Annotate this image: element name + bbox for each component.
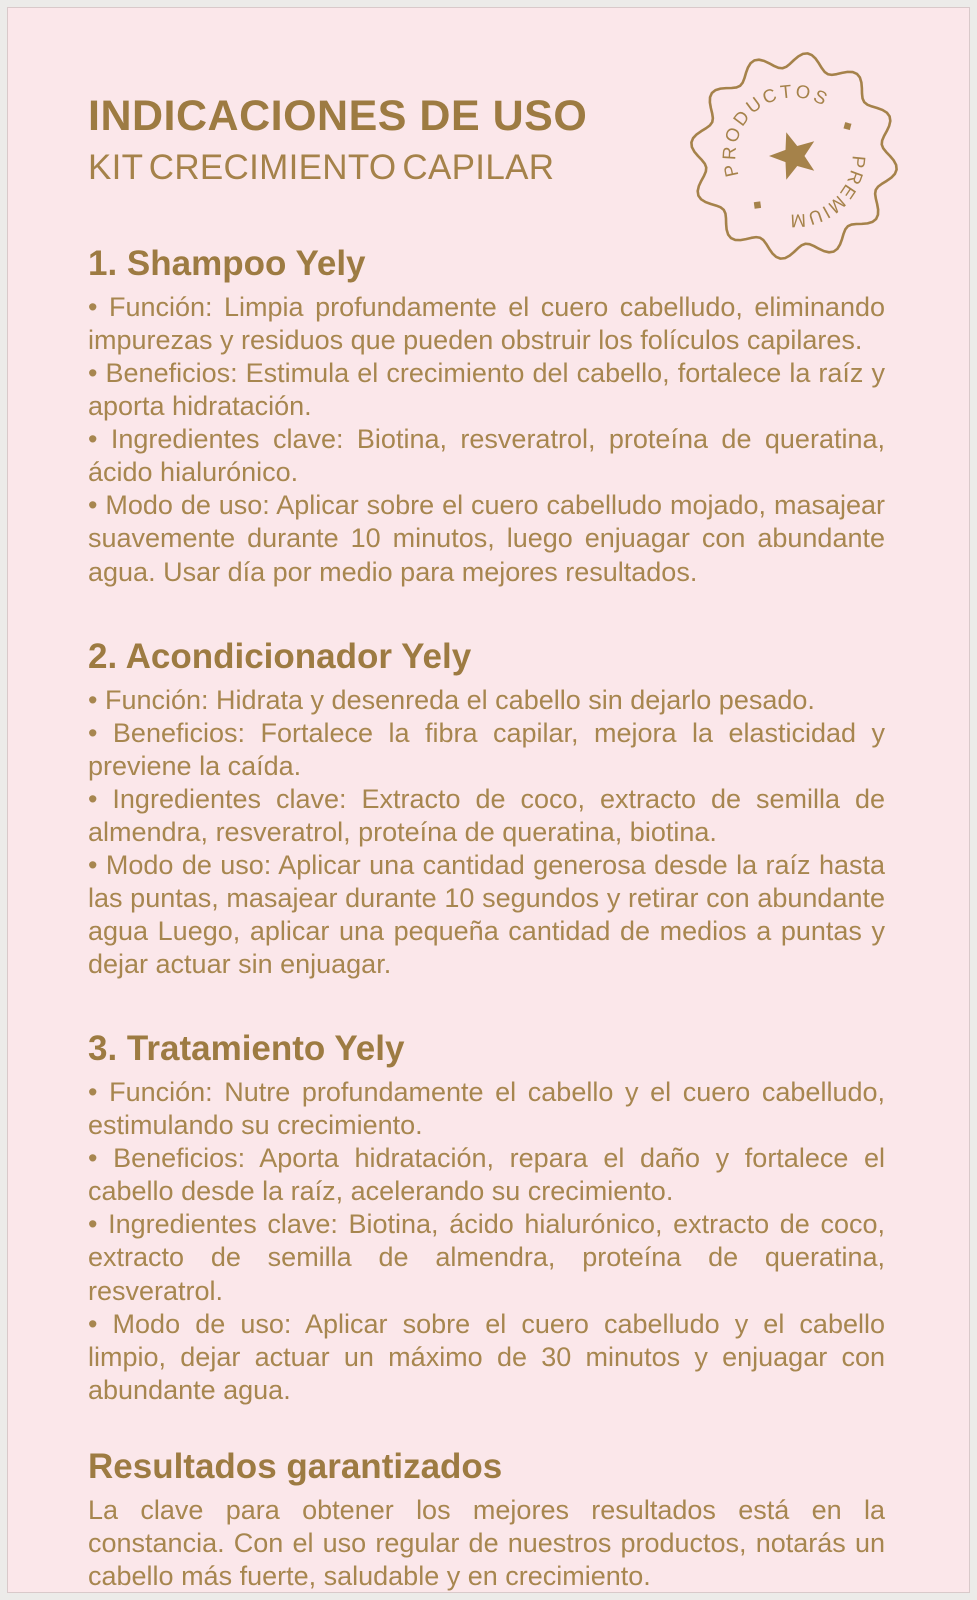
footer-text: La clave para obtener los mejores resultados está en la constancia. Con el uso regular de nuestros productos, notarás un cabello más fuerte, saludable y en crecimiento. [88,1494,885,1591]
bullet-ingredientes: • Ingredientes clave: Biotina, resveratrol, proteína de queratina, ácido hialurónico. [88,424,885,488]
bullet-beneficios: • Beneficios: Fortalece la fibra capilar, mejora la elasticidad y previene la caída. [88,717,885,781]
bullet-modo-de-uso: • Modo de uso: Aplicar sobre el cuero cabelludo mojado, masajear suavemente durante 10 minutos, luego enjuagar con abundante agua. Usar día por medio para mejores resultados. [88,490,885,587]
star-icon [769,132,814,180]
page-title: INDICACIONES DE USO [88,92,588,140]
premium-badge-svg [684,46,904,266]
bullet-ingredientes: • Ingredientes clave: Biotina, ácido hialurónico, extracto de coco, extracto de semilla de almendra, proteína de queratina, resveratrol. [88,1209,885,1306]
bullet-funcion: • Función: Nutre profundamente el cabello y el cuero cabelludo, estimulando su crecimiento. [88,1077,885,1141]
premium-badge [684,46,904,266]
section-heading: 3. Tratamiento Yely [88,1029,405,1069]
section-tratamiento [88,1029,885,1407]
section-heading: 1. Shampoo Yely [88,244,366,283]
bullet-beneficios: • Beneficios: Aporta hidratación, repara el daño y fortalece el cabello desde la raíz, acelerando su crecimiento. [88,1143,885,1207]
section-acondicionador [88,637,885,982]
bullet-funcion: • Función: Limpia profundamente el cuero cabelludo, eliminando impurezas y residuos que pueden obstruir los folículos capilares. [88,292,885,356]
section-heading: 2. Acondicionador Yely [88,636,472,676]
bullet-modo-de-uso: • Modo de uso: Aplicar sobre el cuero cabelludo y el cabello limpio, dejar actuar un máximo de 30 minutos y enjuagar con abundante agua. [88,1308,885,1405]
instruction-card [7,7,970,1593]
section-shampoo [88,244,885,589]
section-resultados [88,1447,885,1593]
diamond-separator-icon: ◆ [839,118,857,134]
footer-heading: Resultados garantizados [88,1446,503,1486]
badge-arc-text-top: PRODUCTOS [718,80,834,179]
badge-arc-text-bottom: PREMIUM [788,154,870,232]
bullet-modo-de-uso: • Modo de uso: Aplicar una cantidad generosa desde la raíz hasta las puntas, masajear durante 10 segundos y retirar con abundante agua Luego, aplicar una pequeña cantidad de medios a puntas y dejar actuar sin enjuagar. [88,849,885,980]
page-subtitle: KIT CRECIMIENTO CAPILAR [88,148,555,187]
bullet-beneficios: • Beneficios: Estimula el crecimiento del cabello, fortalece la raíz y aporta hidratación. [88,358,885,422]
diamond-separator-icon: ◆ [748,197,765,215]
bullet-ingredientes: • Ingredientes clave: Extracto de coco, extracto de semilla de almendra, resveratrol, proteína de queratina, biotina. [88,783,885,847]
bullet-funcion: • Función: Hidrata y desenreda el cabello sin dejarlo pesado. [88,684,815,715]
